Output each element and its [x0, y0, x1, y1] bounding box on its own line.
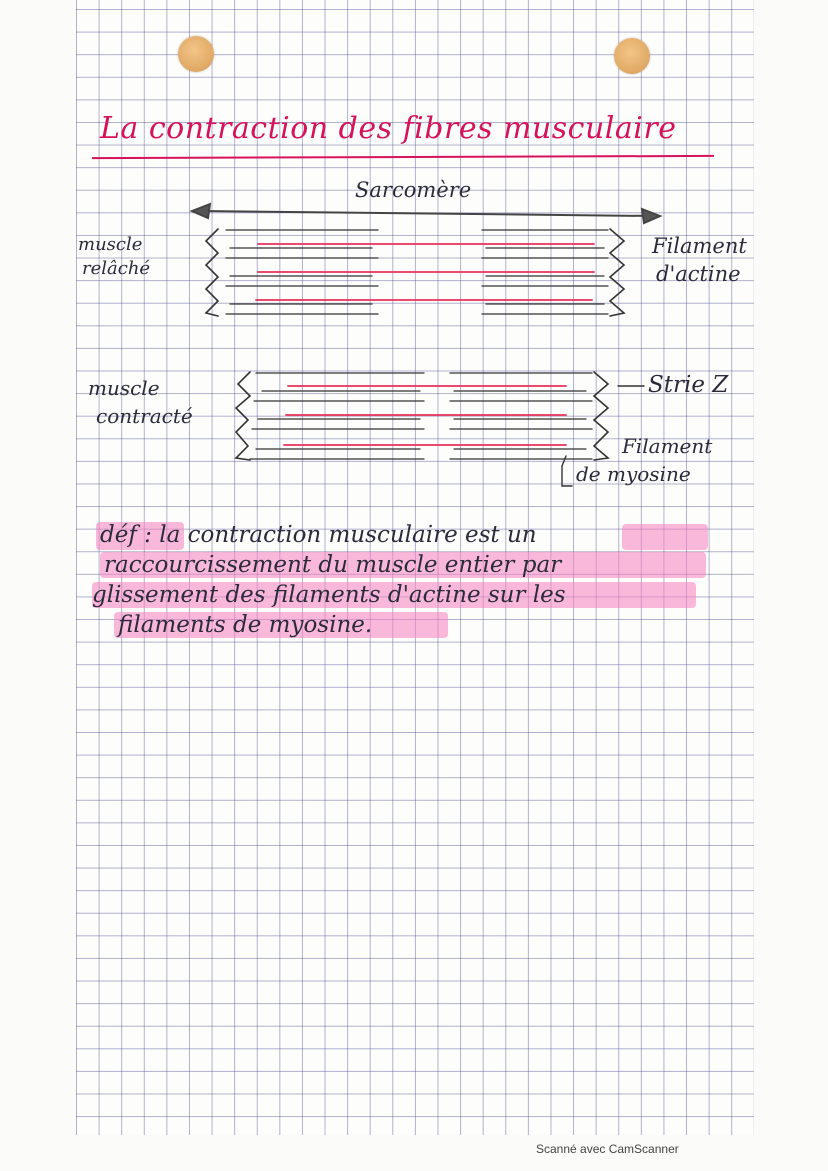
relaxed-label-line1: muscle — [78, 234, 143, 255]
page-title: La contraction des fibres musculaire — [100, 111, 677, 146]
contracted-label-line1: muscle — [88, 376, 160, 400]
definition-line-4: filaments de myosine. — [118, 612, 373, 638]
definition-line-2: raccourcissement du muscle entier par — [104, 552, 562, 578]
sarcomere-arrow — [192, 204, 660, 223]
actin-label-line1: Filament — [652, 234, 747, 258]
actin-label-line2: d'actine — [656, 262, 741, 286]
relaxed-label-line2: relâché — [82, 258, 151, 279]
highlight-est-un — [622, 524, 708, 550]
sarcomere-label: Sarcomère — [355, 178, 472, 202]
myosin-label-line1: Filament — [622, 434, 713, 458]
relaxed-sarcomere — [206, 229, 624, 316]
myosin-label-line2: de myosine — [576, 462, 691, 486]
contracted-label-line2: contracté — [96, 404, 193, 428]
definition-line-3: glissement des filaments d'actine sur les — [92, 582, 566, 608]
scanner-footer: Scanné avec CamScanner — [536, 1142, 679, 1156]
z-line-label: Strie Z — [648, 372, 729, 398]
definition-line-1: déf : la contraction musculaire est un — [100, 522, 537, 548]
